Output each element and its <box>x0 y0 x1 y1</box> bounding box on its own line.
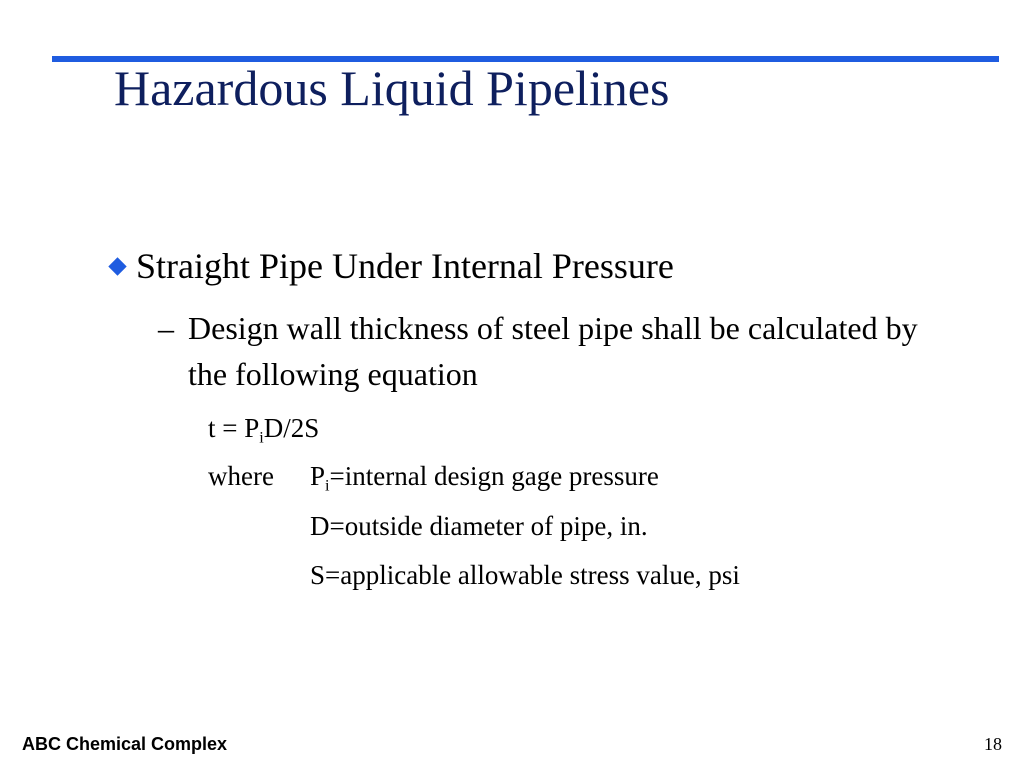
definition-pressure-text: =internal design gage pressure <box>329 461 659 491</box>
equation-lhs: t = P <box>208 413 260 443</box>
bullet-text: Straight Pipe Under Internal Pressure <box>136 246 674 286</box>
definition-stress: S=applicable allowable stress value, psi <box>310 560 740 590</box>
bullet-level-1 <box>108 243 674 289</box>
slide-title: Hazardous Liquid Pipelines <box>114 60 670 116</box>
equation-rhs: D/2S <box>263 413 320 443</box>
footer-company: ABC Chemical Complex <box>22 734 228 754</box>
definition-diameter: D=outside diameter of pipe, in. <box>310 511 648 541</box>
definition-pressure <box>310 458 659 494</box>
diamond-bullet-icon <box>108 257 126 275</box>
equation <box>208 410 319 446</box>
page-number: 18 <box>984 734 1002 754</box>
definition-pressure-subscript: i <box>325 476 330 495</box>
dash-bullet: – <box>158 310 174 346</box>
definition-pressure-symbol: P <box>310 461 326 491</box>
where-label: where <box>208 461 274 491</box>
equation-subscript: i <box>259 428 264 447</box>
sub-bullet-text: Design wall thickness of steel pipe shall be calculated by the following equation <box>188 310 918 392</box>
